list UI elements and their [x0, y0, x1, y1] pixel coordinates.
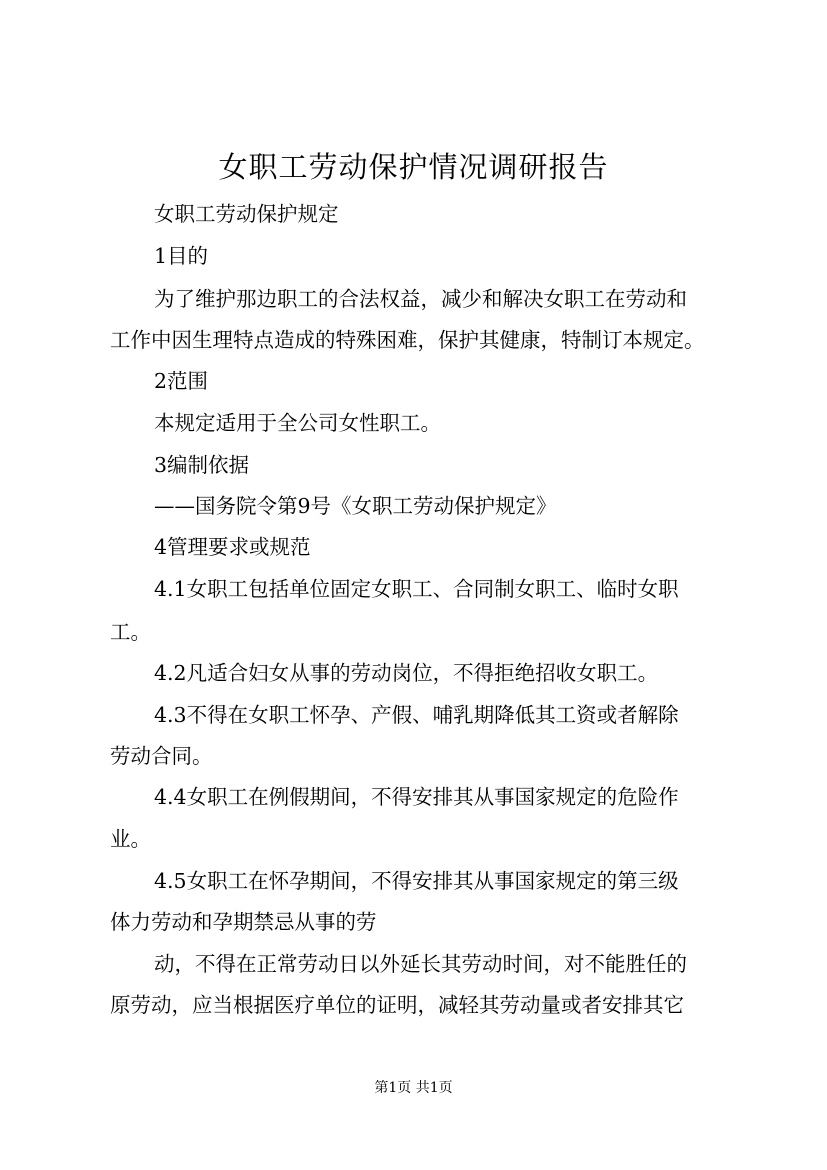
- paragraph-line: 4.2凡适合妇女从事的劳动岗位，不得拒绝招收女职工。: [154, 661, 659, 685]
- paragraph-line: 为了维护那边职工的合法权益，减少和解决女职工在劳动和: [154, 287, 687, 311]
- paragraph-line: 工。: [110, 620, 151, 644]
- section-heading: 4管理要求或规范: [154, 535, 311, 559]
- paragraph-line: 4.1女职工包括单位固定女职工、合同制女职工、临时女职: [154, 577, 679, 601]
- document-title: 女职工劳动保护情况调研报告: [218, 150, 609, 184]
- section-heading: 3编制依据: [154, 453, 250, 477]
- paragraph-line: 业。: [110, 827, 151, 851]
- section-heading: 1目的: [154, 244, 209, 268]
- paragraph-line: 原劳动，应当根据医疗单位的证明，减轻其劳动量或者安排其它: [110, 993, 684, 1017]
- paragraph-line: 工作中因生理特点造成的特殊困难，保护其健康，特制订本规定。: [110, 328, 705, 352]
- paragraph-line: 劳动合同。: [110, 744, 213, 768]
- page-footer: 第1页 共1页: [374, 1080, 453, 1096]
- paragraph-line: 本规定适用于全公司女性职工。: [154, 411, 441, 435]
- section-heading: 女职工劳动保护规定: [154, 202, 339, 226]
- paragraph-line: 动，不得在正常劳动日以外延长其劳动时间，对不能胜任的: [154, 952, 687, 976]
- paragraph-line: ——国务院令第9号《女职工劳动保护规定》: [154, 494, 557, 518]
- paragraph-line: 4.3不得在女职工怀孕、产假、哺乳期降低其工资或者解除: [154, 703, 679, 727]
- paragraph-line: 4.5女职工在怀孕期间，不得安排其从事国家规定的第三级: [154, 869, 679, 893]
- section-heading: 2范围: [154, 369, 209, 393]
- paragraph-line: 体力劳动和孕期禁忌从事的劳: [110, 910, 377, 934]
- paragraph-line: 4.4女职工在例假期间，不得安排其从事国家规定的危险作: [154, 785, 679, 809]
